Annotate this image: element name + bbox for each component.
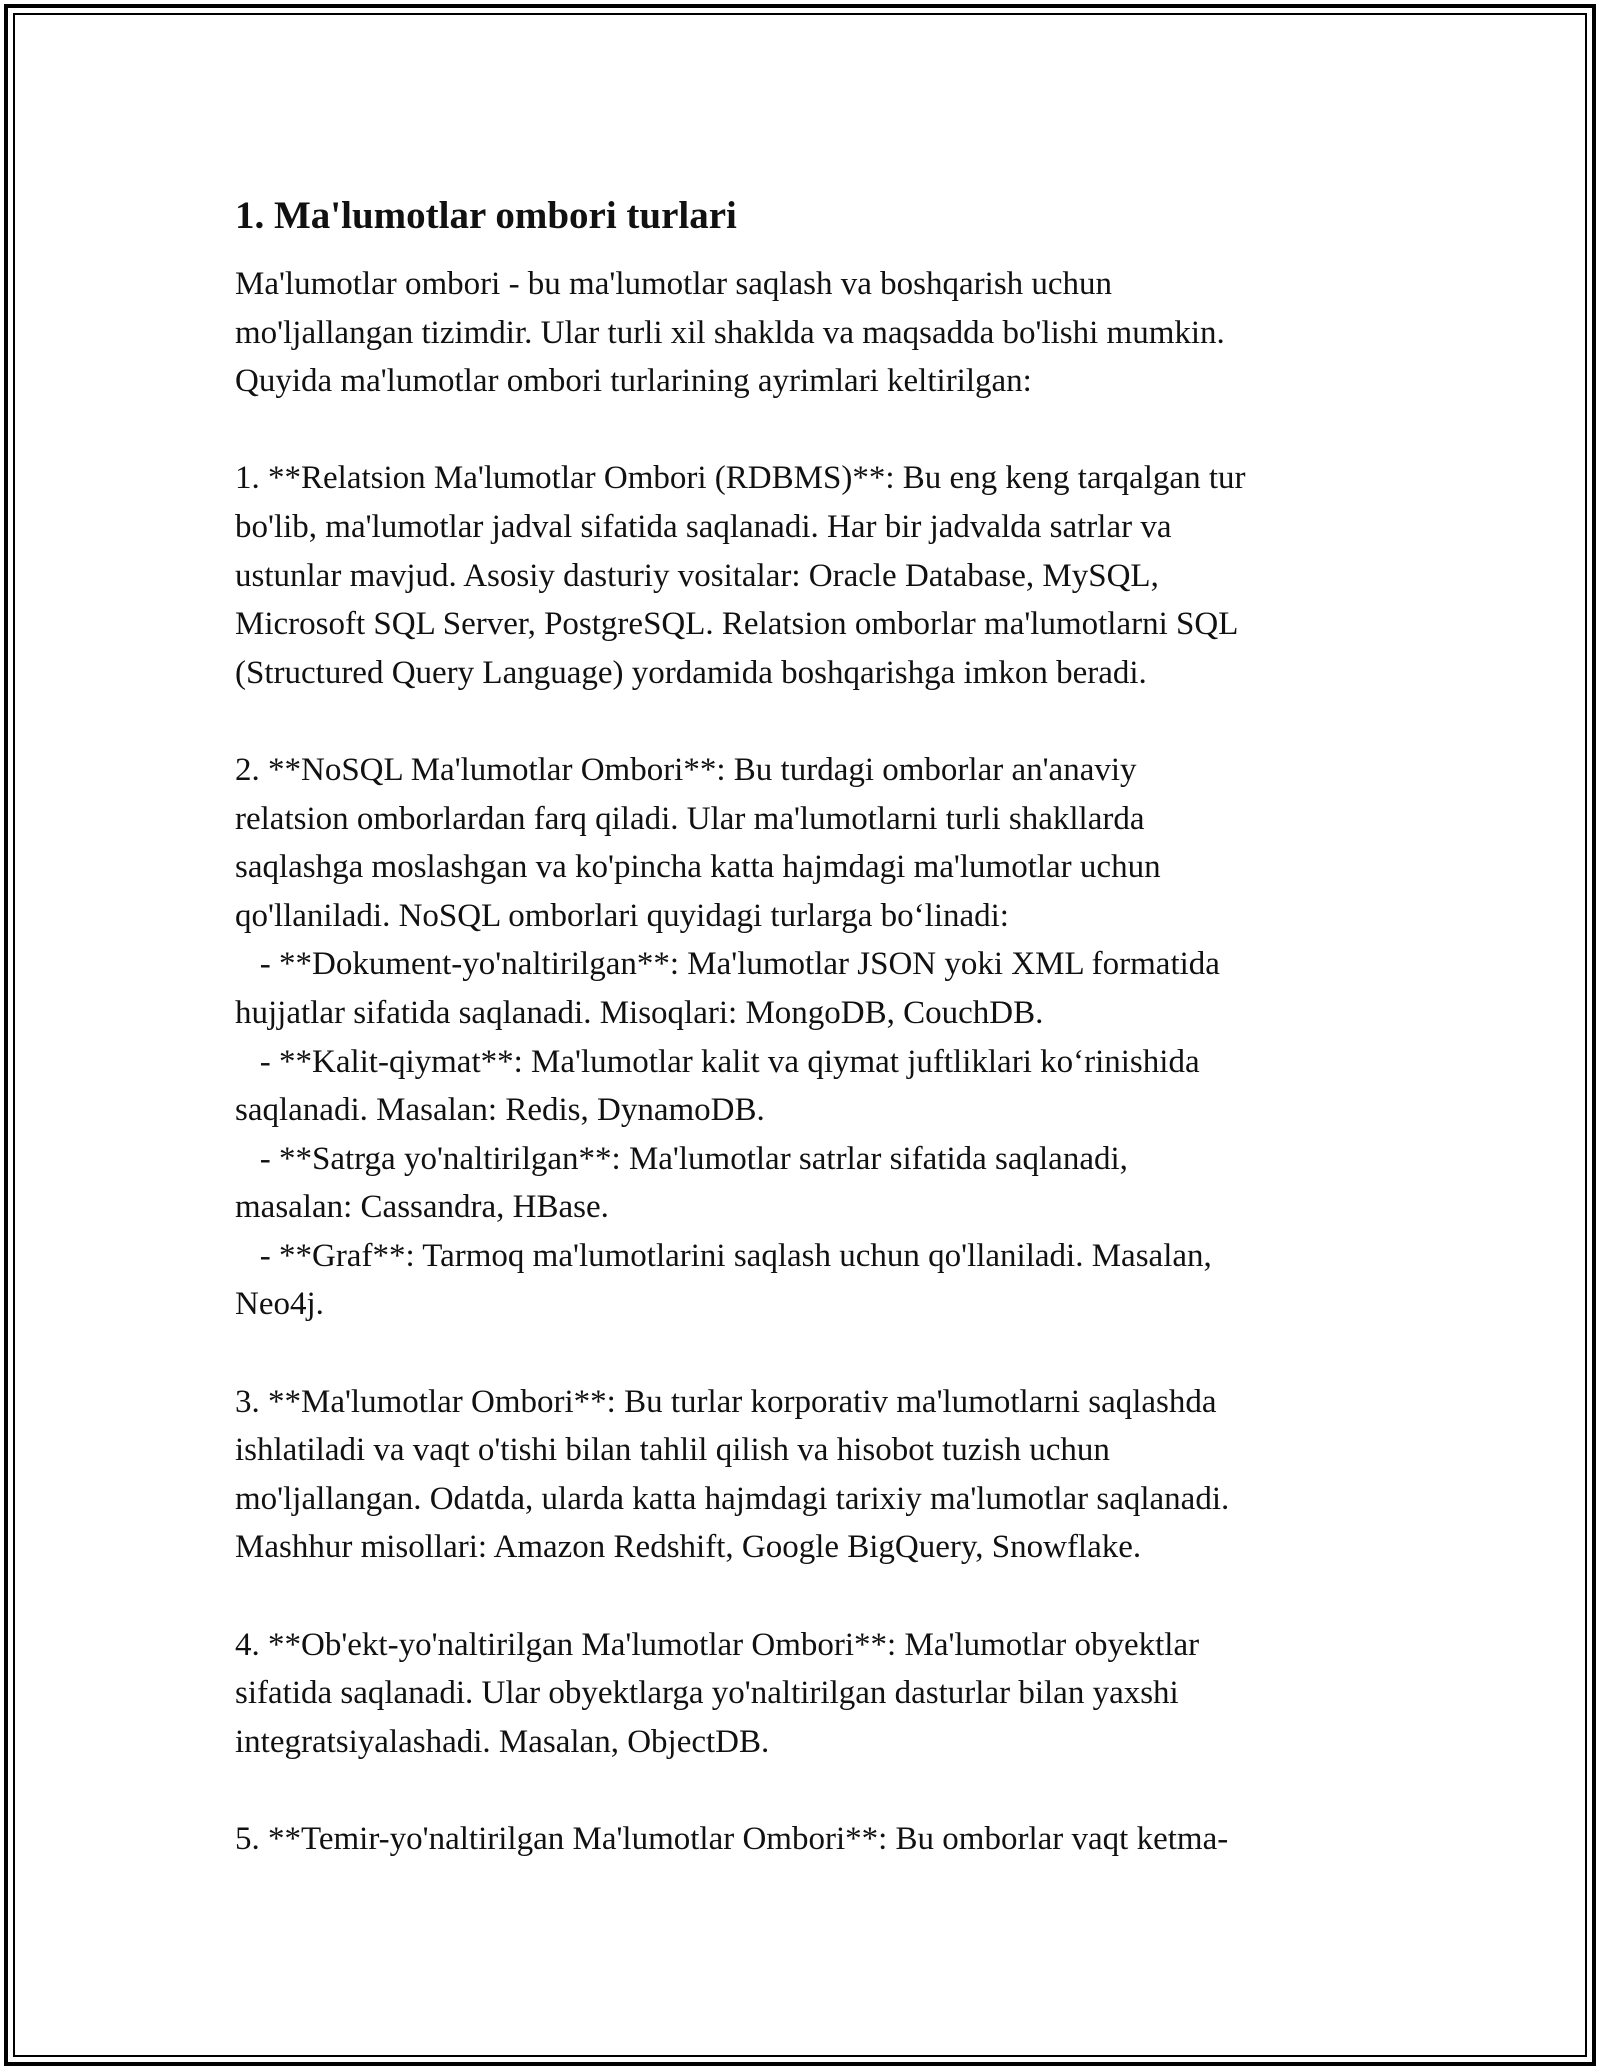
text-line: ustunlar mavjud. Asosiy dasturiy vositalar: Oracle Database, MySQL, (235, 557, 1159, 594)
text-line: Neo4j. (235, 1286, 324, 1323)
text-line: ishlatiladi va vaqt o'tishi bilan tahlil qilish va hisobot tuzish uchun (235, 1432, 1110, 1469)
text-line: integratsiyalashadi. Masalan, ObjectDB. (235, 1723, 770, 1760)
text-line: (Structured Query Language) yordamida boshqarishga imkon beradi. (235, 654, 1147, 691)
blank-line (235, 1329, 1395, 1378)
text-line: qo'llaniladi. NoSQL omborlari quyidagi turlarga bo‘linadi: (235, 897, 1009, 934)
text-line: masalan: Cassandra, HBase. (235, 1189, 609, 1226)
text-line: 4. **Ob'ekt-yo'naltirilgan Ma'lumotlar Ombori**: Ma'lumotlar obyektlar (235, 1626, 1200, 1663)
text-line: Ma'lumotlar ombori - bu ma'lumotlar saqlash va boshqarish uchun (235, 266, 1113, 302)
text-line: - **Dokument-yo'naltirilgan**: Ma'lumotlar JSON yoki XML formatida (235, 946, 1220, 983)
text-line: - **Kalit-qiymat**: Ma'lumotlar kalit va qiymat juftliklari ko‘rinishida (235, 1043, 1200, 1080)
blank-line (235, 406, 1395, 455)
text-line: Microsoft SQL Server, PostgreSQL. Relatsion omborlar ma'lumotlarni SQL (235, 606, 1239, 643)
text-line: 2. **NoSQL Ma'lumotlar Ombori**: Bu turdagi omborlar an'anaviy (235, 751, 1137, 788)
blank-line (235, 1766, 1395, 1815)
text-line: 1. **Relatsion Ma'lumotlar Ombori (RDBMS)**: Bu eng keng tarqalgan tur (235, 460, 1246, 497)
text-line: sifatida saqlanadi. Ular obyektlarga yo'naltirilgan dasturlar bilan yaxshi (235, 1675, 1179, 1712)
text-line: - **Satrga yo'naltirilgan**: Ma'lumotlar satrlar sifatida saqlanadi, (235, 1140, 1128, 1177)
text-line: bo'lib, ma'lumotlar jadval sifatida saqlanadi. Har bir jadvalda satrlar va (235, 508, 1172, 545)
text-line: mo'ljallangan tizimdir. Ular turli xil shaklda va maqsadda bo'lishi mumkin. (235, 314, 1225, 351)
page-content (235, 188, 1395, 1864)
text-line: saqlanadi. Masalan: Redis, DynamoDB. (235, 1092, 765, 1129)
text-line: Quyida ma'lumotlar ombori turlarining ayrimlari keltirilgan: (235, 363, 1032, 400)
text-line: hujjatlar sifatida saqlanadi. Misoqlari: MongoDB, CouchDB. (235, 994, 1044, 1031)
text-line: 3. **Ma'lumotlar Ombori**: Bu turlar korporativ ma'lumotlarni saqlashda (235, 1383, 1217, 1420)
text-line: 5. **Temir-yo'naltirilgan Ma'lumotlar Ombori**: Bu omborlar vaqt ketma- (235, 1821, 1229, 1857)
blank-line (235, 697, 1395, 746)
text-line: relatsion omborlardan farq qiladi. Ular ma'lumotlarni turli shakllarda (235, 800, 1145, 837)
text-line: - **Graf**: Tarmoq ma'lumotlarini saqlash uchun qo'llaniladi. Masalan, (235, 1237, 1212, 1274)
body-text (235, 260, 1395, 1864)
text-line: saqlashga moslashgan va ko'pincha katta hajmdagi ma'lumotlar uchun (235, 849, 1161, 886)
blank-line (235, 1572, 1395, 1621)
text-line: Mashhur misollari: Amazon Redshift, Google BigQuery, Snowflake. (235, 1529, 1142, 1566)
text-line: mo'ljallangan. Odatda, ularda katta hajmdagi tarixiy ma'lumotlar saqlanadi. (235, 1480, 1230, 1517)
page-title: 1. Ma'lumotlar ombori turlari (235, 194, 737, 237)
